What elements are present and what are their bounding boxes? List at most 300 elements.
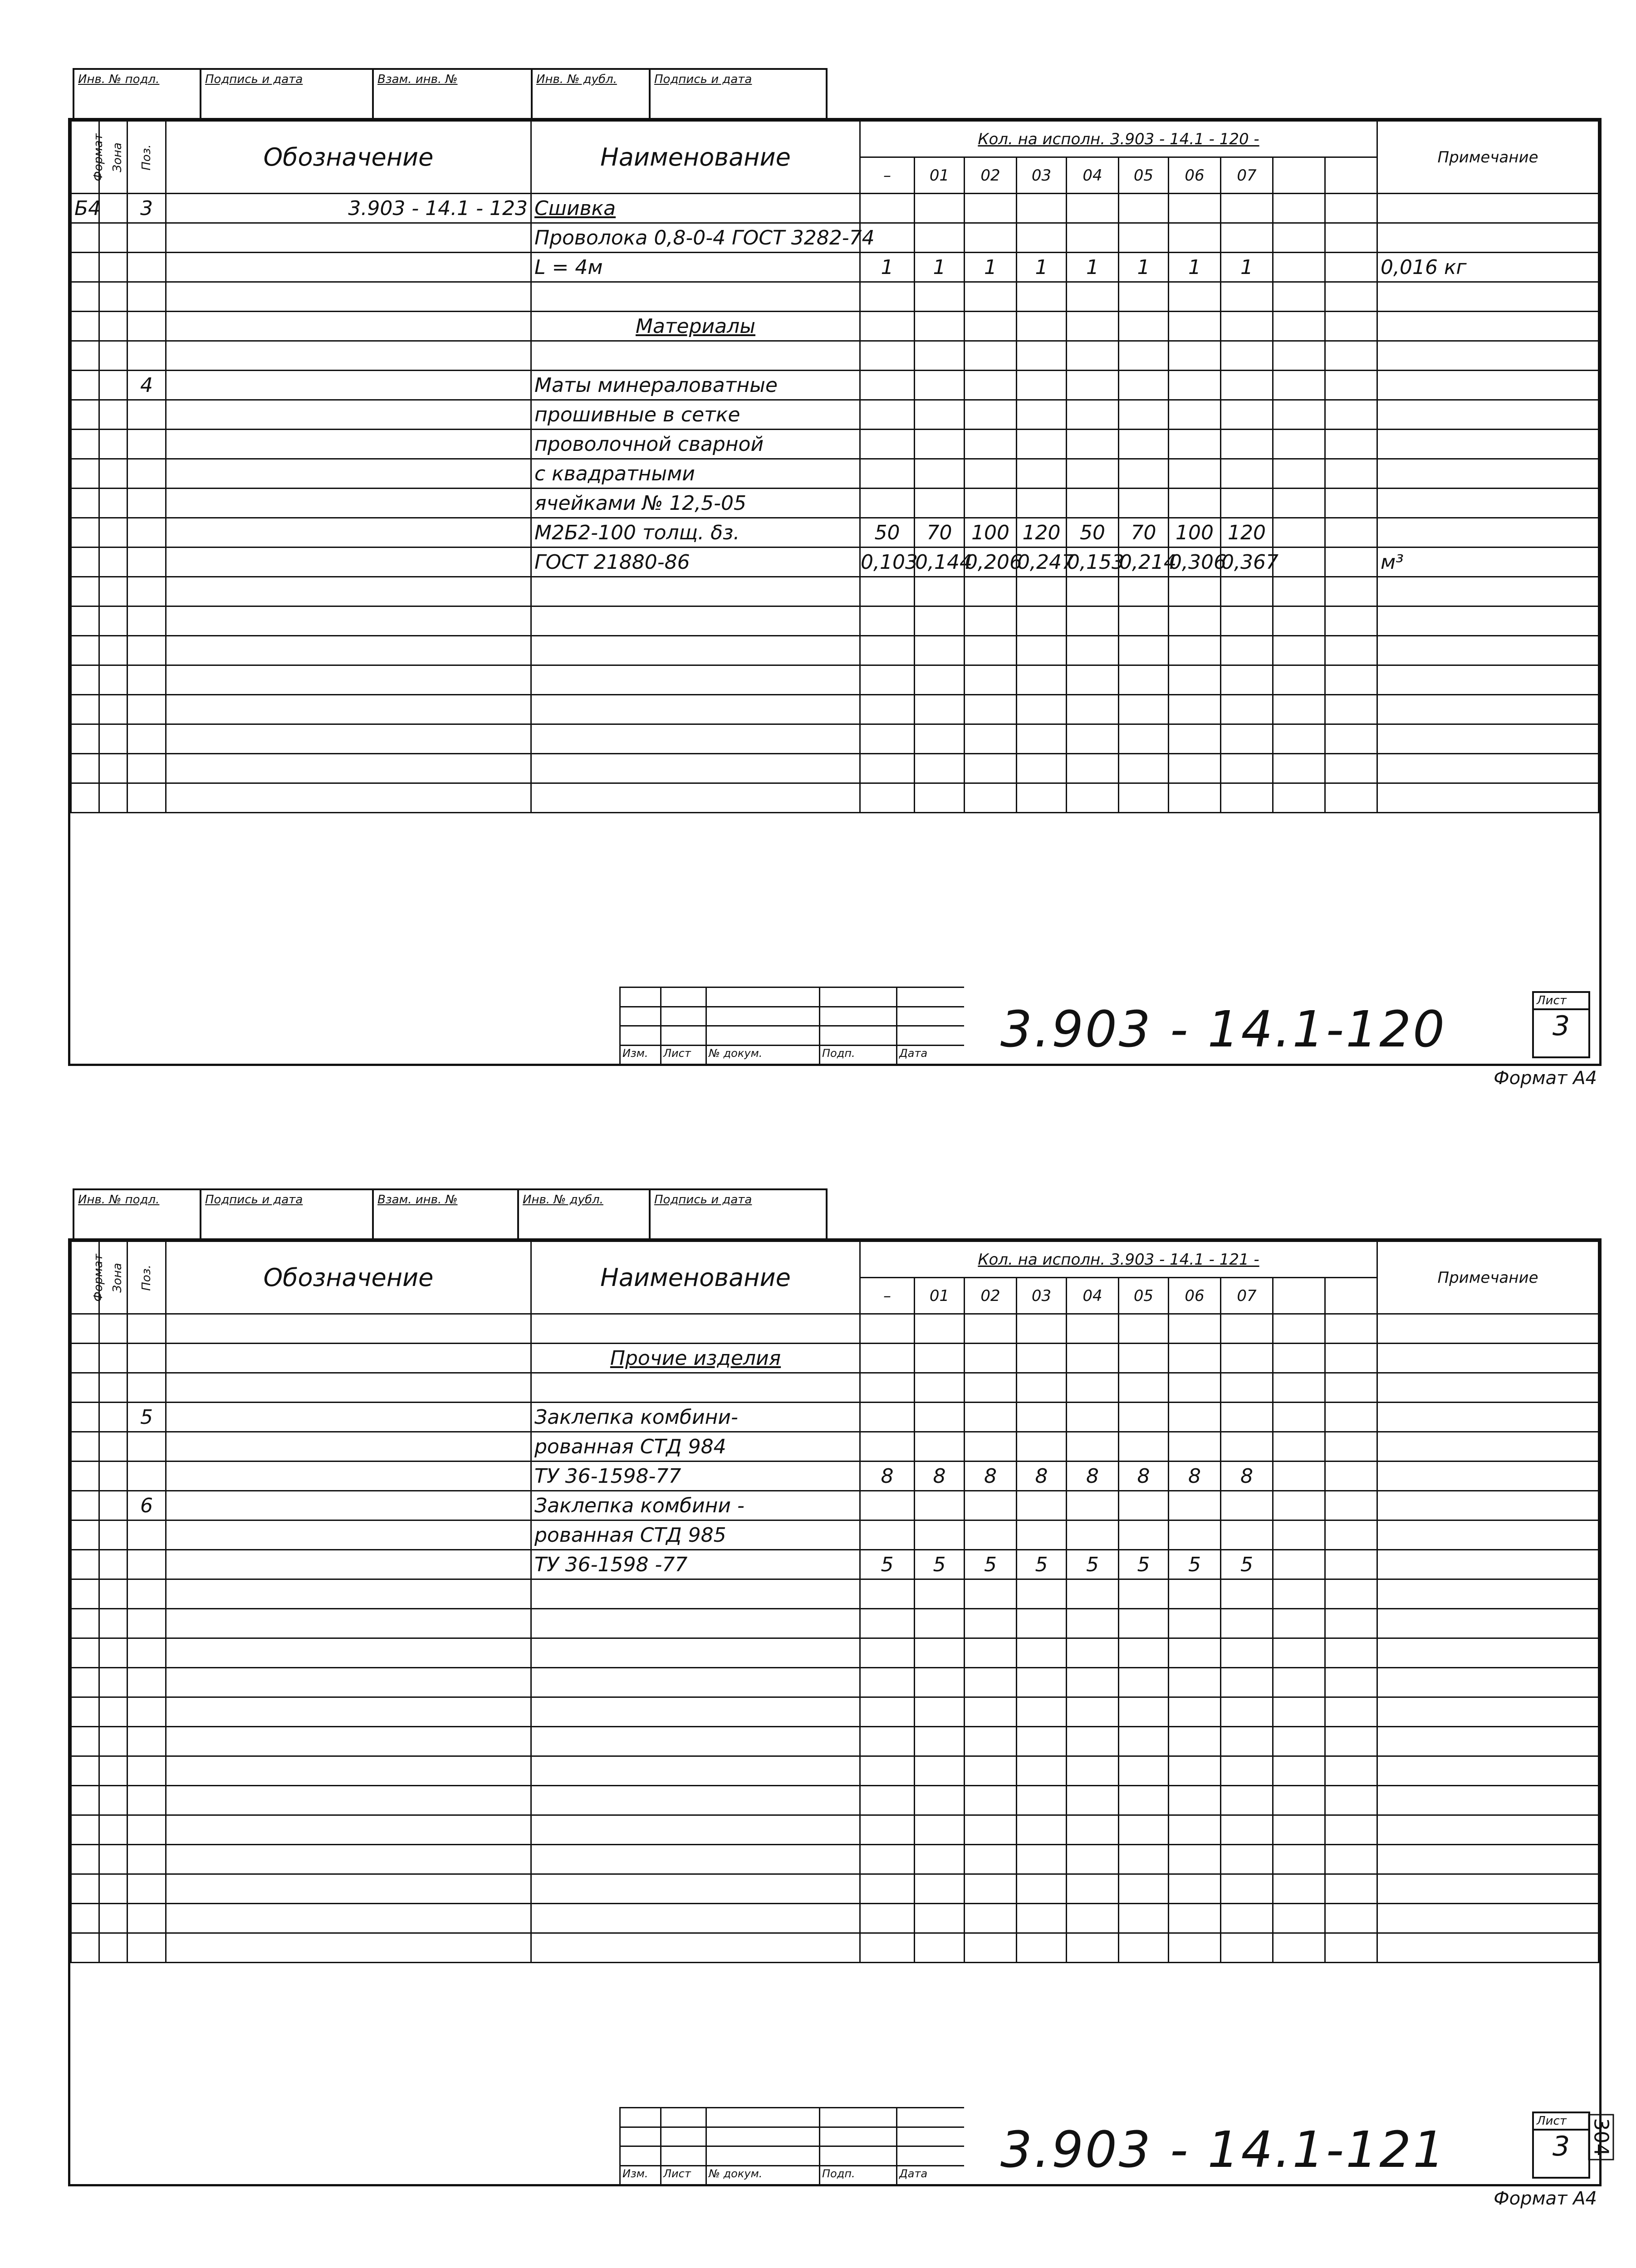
qty-cell [1169,341,1221,371]
qty-cell [965,1609,1017,1638]
qty-cell: 1 [1221,253,1273,282]
qty-cell [1273,577,1325,606]
designation-cell [166,1520,531,1550]
sheet-number: 3 [1552,2131,1570,2162]
qty-cell: 8 [965,1461,1017,1491]
qty-cell [1017,1904,1067,1933]
revision-cell [619,2146,660,2165]
table-row [71,1786,1599,1815]
zone-cell [99,1815,127,1845]
note-cell [1377,282,1599,312]
position-cell: 4 [127,371,166,400]
qty-cell [1325,1638,1377,1668]
qty-cell [1325,1786,1377,1815]
qty-cell [1325,695,1377,724]
qty-cell [1119,1403,1169,1432]
qty-cell [915,577,965,606]
qty-cell [1221,577,1273,606]
zone-cell [99,1904,127,1933]
revision-cell [619,1025,660,1045]
qty-cell [1017,1403,1067,1432]
qty-cell [915,606,965,636]
note-cell [1377,1314,1599,1344]
position-cell [127,1786,166,1815]
qty-cell [1325,577,1377,606]
qty-cell [1017,1727,1067,1756]
note-cell [1377,400,1599,430]
col-pos: Поз. [127,121,166,194]
qty-cell [1273,489,1325,518]
revision-cell [660,1025,705,1045]
qty-cell: 1 [1017,253,1067,282]
qty-cell [860,341,915,371]
qty-cell [1273,1904,1325,1933]
format-cell [71,489,99,518]
revision-cell [660,2126,705,2146]
qty-cell [1221,1845,1273,1874]
name-cell: рованная СТД 984 [531,1432,860,1461]
qty-cell [965,312,1017,341]
qty-cell [965,606,1017,636]
qty-cell [1067,223,1119,253]
spec-frame [68,118,1602,1066]
qty-cell [1017,1756,1067,1786]
qty-cell [860,1727,915,1756]
qty-cell [1067,754,1119,783]
qty-cell: 1 [915,253,965,282]
name-cell [531,1314,860,1344]
qty-cell [860,1432,915,1461]
qty-cell [1067,1491,1119,1520]
qty-cell [965,1815,1017,1845]
format-cell [71,341,99,371]
qty-cell [1017,194,1067,223]
name-cell [531,1786,860,1815]
table-row [71,518,1599,547]
sheet-label: Лист [1534,2113,1588,2131]
zone-cell [99,1373,127,1403]
table-row [71,695,1599,724]
format-cell [71,1727,99,1756]
qty-cell [915,1904,965,1933]
zone-cell [99,1520,127,1550]
qty-cell [915,783,965,813]
qty-cell [1325,459,1377,489]
zone-cell [99,577,127,606]
position-cell [127,282,166,312]
zone-cell [99,518,127,547]
table-row [71,253,1599,282]
qty-cell [1221,1786,1273,1815]
table-row [71,341,1599,371]
table-row [71,754,1599,783]
qty-cell [1067,194,1119,223]
qty-cell [1169,1638,1221,1668]
zone-cell [99,1756,127,1786]
revision-cell [660,2146,705,2165]
qty-cell [1119,1874,1169,1904]
qty-cell [860,371,915,400]
qty-cell [915,636,965,665]
qty-cell [1119,1609,1169,1638]
note-cell [1377,430,1599,459]
zone-cell [99,1727,127,1756]
position-cell [127,1314,166,1344]
qty-cell [1325,400,1377,430]
format-cell [71,1403,99,1432]
qty-cell [1119,489,1169,518]
qty-cell [1067,1845,1119,1874]
revision-label: Лист [660,2165,705,2185]
qty-cell [1119,606,1169,636]
qty-cell [1119,1373,1169,1403]
qty-cell [1273,1727,1325,1756]
position-cell [127,223,166,253]
qty-cell [915,1727,965,1756]
qty-cell [1221,1904,1273,1933]
qty-cell [915,1432,965,1461]
format-cell [71,1520,99,1550]
col-name: Наименование [531,1242,860,1314]
qty-cell [1325,1609,1377,1638]
qty-cell [1119,695,1169,724]
name-cell [531,341,860,371]
designation-cell [166,430,531,459]
approval-stamp-bar [73,68,828,122]
qty-cell [1119,312,1169,341]
qty-cell [1067,400,1119,430]
revision-cell [619,1006,660,1026]
qty-cell [1325,430,1377,459]
qty-cell [1221,1933,1273,1963]
qty-cell [1325,636,1377,665]
table-row [71,400,1599,430]
qty-cell [1169,724,1221,754]
spec-sheet-120 [27,68,1606,1120]
qty-cell [1273,1668,1325,1697]
table-row [71,459,1599,489]
qty-cell [1017,1314,1067,1344]
qty-cell [965,1697,1017,1727]
qty-cell [1169,783,1221,813]
table-row [71,1697,1599,1727]
qty-cell [915,1697,965,1727]
qty-cell [1017,1786,1067,1815]
qty-cell [915,1786,965,1815]
qty-cell [1017,1344,1067,1373]
qty-cell [860,1609,915,1638]
table-row [71,489,1599,518]
qty-cell [1067,1579,1119,1609]
format-cell [71,371,99,400]
qty-cell [860,489,915,518]
qty-cell [1273,724,1325,754]
qty-cell [1169,1933,1221,1963]
name-cell: рованная СТД 985 [531,1520,860,1550]
format-cell [71,430,99,459]
qty-cell [1119,1786,1169,1815]
qty-cell: 8 [1221,1461,1273,1491]
qty-cell [1119,1520,1169,1550]
qty-cell [1119,783,1169,813]
qty-cell [965,1520,1017,1550]
qty-cell [1067,1933,1119,1963]
qty-cell [1017,1520,1067,1550]
position-cell [127,783,166,813]
qty-cell [1273,282,1325,312]
note-cell [1377,1874,1599,1904]
revision-cell [896,2107,964,2126]
qty-cell: 5 [1067,1550,1119,1579]
format-cell [71,1344,99,1373]
zone-cell [99,1697,127,1727]
table-row [71,1491,1599,1520]
name-cell [531,1727,860,1756]
position-cell [127,518,166,547]
qty-cell [1221,1727,1273,1756]
qty-cell [965,1579,1017,1609]
stamp-cell: Инв. № подл. [74,1190,201,1240]
qty-cell: 8 [860,1461,915,1491]
position-cell [127,1520,166,1550]
qty-cell [1119,1756,1169,1786]
qty-cell [1067,1815,1119,1845]
position-cell [127,1668,166,1697]
qty-cell [860,1373,915,1403]
position-cell [127,577,166,606]
qty-cell [1221,341,1273,371]
qty-cell: 120 [1221,518,1273,547]
qty-cell [860,636,915,665]
qty-cell [915,223,965,253]
qty-cell [1273,1845,1325,1874]
qty-cell [1221,400,1273,430]
qty-cell: 8 [1017,1461,1067,1491]
qty-cell [1325,1491,1377,1520]
qty-cell [1119,371,1169,400]
revision-grid [619,2107,964,2184]
qty-cell [1169,1815,1221,1845]
table-row [71,1461,1599,1491]
revision-label: Изм. [619,1045,660,1064]
qty-cell [1221,312,1273,341]
note-cell [1377,1344,1599,1373]
name-cell [531,1638,860,1668]
table-row [71,1874,1599,1904]
name-cell [531,1668,860,1697]
zone-cell [99,606,127,636]
designation-cell [166,1491,531,1520]
qty-cell: 1 [860,253,915,282]
format-cell [71,400,99,430]
note-cell [1377,1461,1599,1491]
qty-cell [1169,1314,1221,1344]
designation-cell [166,400,531,430]
qty-cell [1119,1933,1169,1963]
qty-cell [965,783,1017,813]
qty-cell [1119,1845,1169,1874]
designation-cell [166,577,531,606]
qty-cell [1169,606,1221,636]
qty-cell [860,1668,915,1697]
qty-cell [1325,606,1377,636]
qty-cell [1325,1756,1377,1786]
note-cell [1377,489,1599,518]
qty-cell [1169,1373,1221,1403]
format-cell [71,754,99,783]
name-cell: Заклепка комбини- [531,1403,860,1432]
variant-header: 05 [1119,1278,1169,1314]
sheet-number: 3 [1552,1010,1570,1042]
qty-cell [1273,1697,1325,1727]
qty-cell [1017,1609,1067,1638]
qty-cell [1169,1609,1221,1638]
table-row [71,1314,1599,1344]
qty-cell [1067,577,1119,606]
format-cell [71,1668,99,1697]
format-cell [71,1933,99,1963]
name-cell: с квадратными [531,459,860,489]
qty-cell [1017,459,1067,489]
qty-cell [1017,312,1067,341]
zone-cell [99,1874,127,1904]
qty-cell [1325,754,1377,783]
designation-cell [166,1609,531,1638]
qty-cell [1169,1432,1221,1461]
qty-cell [1325,1933,1377,1963]
qty-cell [1119,724,1169,754]
format-cell [71,518,99,547]
name-cell [531,1373,860,1403]
qty-cell [860,1697,915,1727]
qty-cell [1169,1845,1221,1874]
col-designation: Обозначение [166,1242,531,1314]
zone-cell [99,665,127,695]
position-cell [127,1373,166,1403]
qty-cell [1273,1933,1325,1963]
qty-cell [1273,1373,1325,1403]
qty-cell [965,489,1017,518]
qty-cell [915,1373,965,1403]
qty-cell: 100 [1169,518,1221,547]
table-row [71,1933,1599,1963]
qty-cell [1221,783,1273,813]
qty-cell [1273,1520,1325,1550]
spec-table [70,120,1599,813]
qty-cell [860,1904,915,1933]
name-cell [531,282,860,312]
format-cell [71,547,99,577]
format-cell [71,724,99,754]
name-cell [531,783,860,813]
qty-cell [1325,1314,1377,1344]
qty-cell [1067,636,1119,665]
qty-cell [1221,1520,1273,1550]
page-number: 304 [1588,2114,1614,2160]
variant-header [1325,1278,1377,1314]
qty-cell [1067,1432,1119,1461]
qty-cell [1017,1933,1067,1963]
position-cell [127,636,166,665]
name-cell: Маты минераловатные [531,371,860,400]
position-cell: 5 [127,1403,166,1432]
zone-cell [99,459,127,489]
qty-cell [1221,1432,1273,1461]
qty-cell [1325,1373,1377,1403]
col-pos: Поз. [127,1242,166,1314]
qty-cell [1221,1668,1273,1697]
qty-cell [965,1933,1017,1963]
position-cell: 6 [127,1491,166,1520]
qty-cell [860,754,915,783]
format-cell [71,1491,99,1520]
designation-cell [166,1904,531,1933]
zone-cell [99,1579,127,1609]
format-cell [71,783,99,813]
designation-cell [166,1697,531,1727]
qty-cell [1067,1344,1119,1373]
qty-cell [1067,695,1119,724]
zone-cell [99,695,127,724]
qty-cell [1273,1432,1325,1461]
designation-cell [166,606,531,636]
qty-cell [1169,1786,1221,1815]
qty-cell [915,1403,965,1432]
table-row [71,547,1599,577]
table-row [71,1727,1599,1756]
note-cell [1377,312,1599,341]
variant-header: – [860,157,915,194]
qty-cell [1221,1874,1273,1904]
zone-cell [99,636,127,665]
format-cell [71,1904,99,1933]
name-cell [531,1579,860,1609]
note-cell [1377,341,1599,371]
designation-cell [166,1727,531,1756]
table-row [71,665,1599,695]
qty-cell [1067,1403,1119,1432]
qty-cell [1325,282,1377,312]
qty-cell [1067,1373,1119,1403]
revision-cell [819,1006,896,1026]
qty-cell [1273,459,1325,489]
table-row [71,1432,1599,1461]
revision-label: Подп. [819,1045,896,1064]
qty-cell [1017,1579,1067,1609]
format-cell [71,1314,99,1344]
format-cell [71,1874,99,1904]
qty-cell [1169,371,1221,400]
position-cell [127,1579,166,1609]
qty-cell [1221,1609,1273,1638]
qty-cell [1169,1904,1221,1933]
revision-cell [896,1006,964,1026]
stamp-cell: Подпись и дата [654,1193,752,1207]
qty-cell [965,1904,1017,1933]
qty-cell [860,1638,915,1668]
note-cell [1377,1403,1599,1432]
variant-header: 06 [1169,1278,1221,1314]
qty-cell [1221,606,1273,636]
qty-cell [1325,489,1377,518]
designation-cell [166,253,531,282]
qty-cell [1067,1904,1119,1933]
qty-cell [860,400,915,430]
qty-cell [1017,1638,1067,1668]
qty-cell [1017,1815,1067,1845]
qty-cell [1169,194,1221,223]
qty-cell: 50 [1067,518,1119,547]
